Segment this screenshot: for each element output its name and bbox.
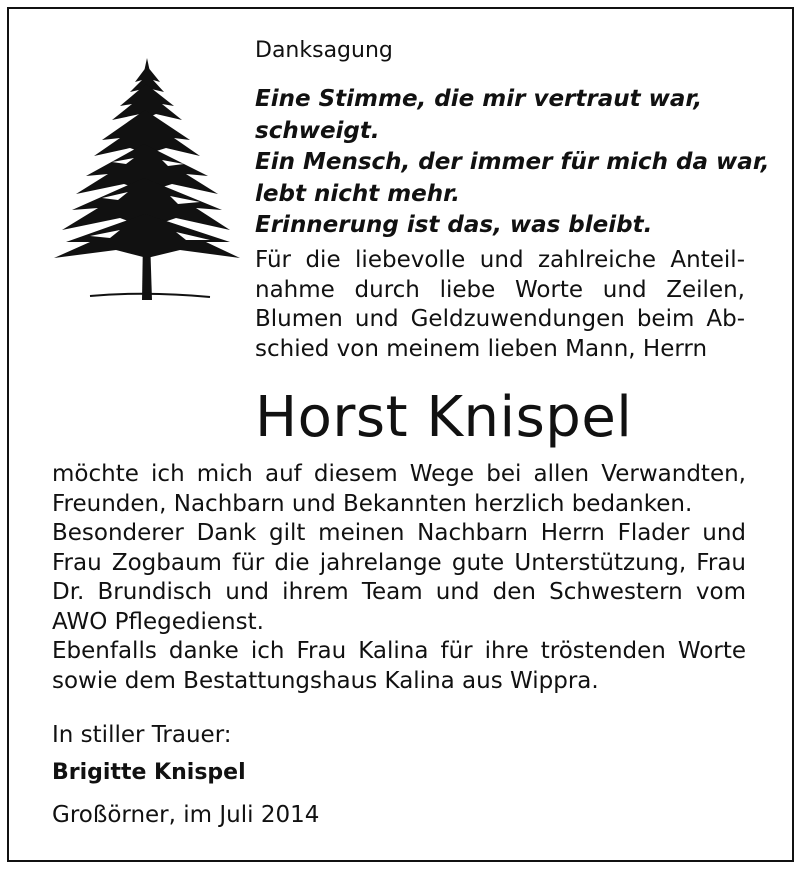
- poem: [255, 84, 770, 242]
- fir-tree-icon: [50, 58, 245, 303]
- body-line: sowie dem Bestattungshaus Kalina aus Wippra.: [52, 667, 599, 694]
- body-line: Dr. Brundisch und ihrem Team und den Schwestern vom: [52, 579, 746, 605]
- body-line: möchte ich mich auf diesem Wege bei allen Verwandten,: [52, 461, 746, 487]
- poem-line: Eine Stimme, die mir vertraut war,: [255, 86, 703, 112]
- mourning-label: In stiller Trauer:: [52, 722, 232, 748]
- poem-line: schweigt.: [255, 117, 380, 144]
- signatory-name: Brigitte Knispel: [52, 760, 246, 785]
- body-line: Ebenfalls danke ich Frau Kalina für ihre tröstenden Worte: [52, 638, 746, 664]
- intro-line: Blumen und Geldzuwendungen beim Ab-: [255, 306, 745, 332]
- notice-heading: Danksagung: [255, 38, 393, 63]
- body-line: Freunden, Nachbarn und Bekannten herzlich bedanken.: [52, 490, 693, 517]
- deceased-name: Horst Knispel: [255, 385, 633, 450]
- body-line: Frau Zogbaum für die jahrelange gute Unterstützung, Frau: [52, 549, 746, 576]
- intro-line: nahme durch liebe Worte und Zeilen,: [255, 276, 745, 303]
- intro-paragraph: [255, 246, 745, 364]
- body-paragraph: [52, 460, 746, 696]
- poem-line: Ein Mensch, der immer für mich da war,: [255, 149, 770, 175]
- poem-line: lebt nicht mehr.: [255, 180, 460, 207]
- poem-line: Erinnerung ist das, was bleibt.: [255, 212, 653, 238]
- intro-line: Für die liebevolle und zahlreiche Anteil-: [255, 247, 745, 273]
- intro-line: schied von meinem lieben Mann, Herrn: [255, 335, 708, 362]
- place-date: Großörner, im Juli 2014: [52, 802, 320, 828]
- body-line: Besonderer Dank gilt meinen Nachbarn Herrn Flader und: [52, 520, 746, 546]
- body-line: AWO Pflegedienst.: [52, 608, 264, 635]
